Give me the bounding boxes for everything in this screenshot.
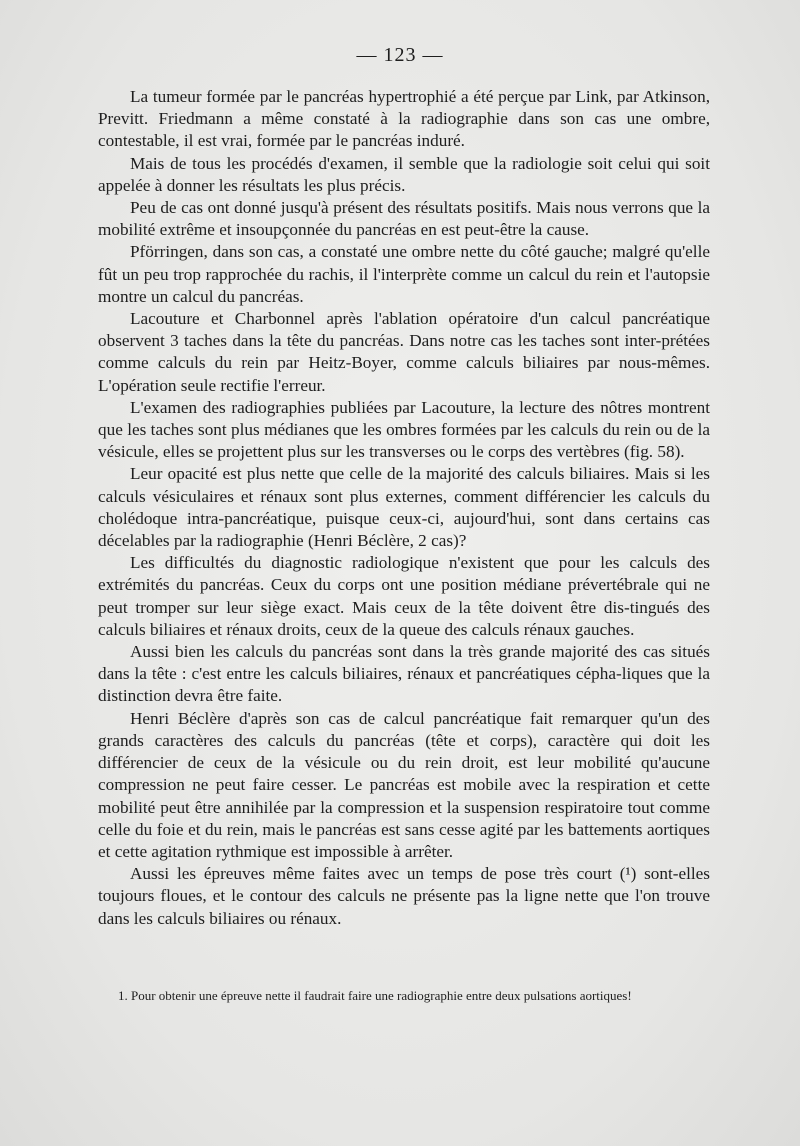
paragraph-4: Pförringen, dans son cas, a constaté une ombre nette du côté gauche; malgré qu'elle fût un peu trop rapprochée du rachis, il l'interprète comme un calcul du rein et l'autopsie montre un calcul du pancréas.: [98, 242, 710, 306]
paragraph-5: Lacouture et Charbonnel après l'ablation opératoire d'un calcul pancréatique observent 3 taches dans la tête du pancréas. Dans notre cas les taches sont inter-prétées comme calculs du rein par Heitz-Boyer, comme calculs biliaires par nous-mêmes. L'opération seule rectifie l'erreur.: [98, 309, 710, 395]
paragraph-9: Aussi bien les calculs du pancréas sont dans la très grande majorité des cas situés dans la tête : c'est entre les calculs biliaires, rénaux et pancréatiques cépha-liques que la distinction devra être faite.: [98, 642, 710, 706]
paragraph-1: La tumeur formée par le pancréas hypertrophié a été perçue par Link, par Atkinson, Previtt. Friedmann a même constaté à la radiographie dans son cas une ombre, contestable, il est vrai, formée par le pancréas induré.: [98, 87, 710, 151]
body-text: [98, 86, 710, 930]
paragraph-10: Henri Béclère d'après son cas de calcul pancréatique fait remarquer qu'un des grands caractères des calculs du pancréas (tête et corps), caractère qui doit les différencier de ceux de la vésicule ou du rein droit, est leur mobilité qu'aucune compression ne peut faire cesser. Le pancréas est mobile avec la respiration et cette mobilité peut être annihilée par la compression et la suspension respiratoire tout comme celle du foie et du rein, mais le pancréas est sans cesse agité par les battements aortiques et cette agitation rythmique est impossible à arrêter.: [98, 708, 710, 861]
paragraph-11: Aussi les épreuves même faites avec un temps de pose très court (¹) sont-elles toujours floues, et le contour des calculs ne présente pas la ligne nette que l'on trouve dans les calculs biliaires ou rénaux.: [98, 864, 710, 928]
paragraph-6: L'examen des radiographies publiées par Lacouture, la lecture des nôtres montrent que les taches sont plus médianes que les ombres formées par les calculs du rein ou de la vésicule, elles se projettent plus sur les transverses ou le corps des vertèbres (fig. 58).: [98, 397, 710, 462]
paragraph-3: Peu de cas ont donné jusqu'à présent des résultats positifs. Mais nous verrons que la mobilité extrême et insoupçonnée du pancréas en est peut-être la cause.: [98, 198, 710, 240]
paragraph-8: Les difficultés du diagnostic radiologique n'existent que pour les calculs des extrémités du pancréas. Ceux du corps ont une position médiane prévertébrale qui ne peut tromper sur leur siège exact. Mais ceux de la tête doivent être dis-tingués des calculs biliaires et rénaux droits, ceux de la queue des calculs rénaux gauches.: [98, 553, 710, 639]
paragraph-7: Leur opacité est plus nette que celle de la majorité des calculs biliaires. Mais si les calculs vésiculaires et rénaux sont plus externes, comment différencier les calculs du cholédoque intra-pancréatique, puisque ceux-ci, aujourd'hui, sont dans certains cas décelables par la radiographie (Henri Béclère, 2 cas)?: [98, 464, 710, 551]
page-number: — 123 —: [356, 44, 444, 66]
paragraph-2: Mais de tous les procédés d'examen, il semble que la radiologie soit celui qui soit appelée à donner les résultats les plus précis.: [98, 153, 710, 195]
footnote: 1. Pour obtenir une épreuve nette il faudrait faire une radiographie entre deux pulsations aortiques!: [118, 988, 632, 1003]
